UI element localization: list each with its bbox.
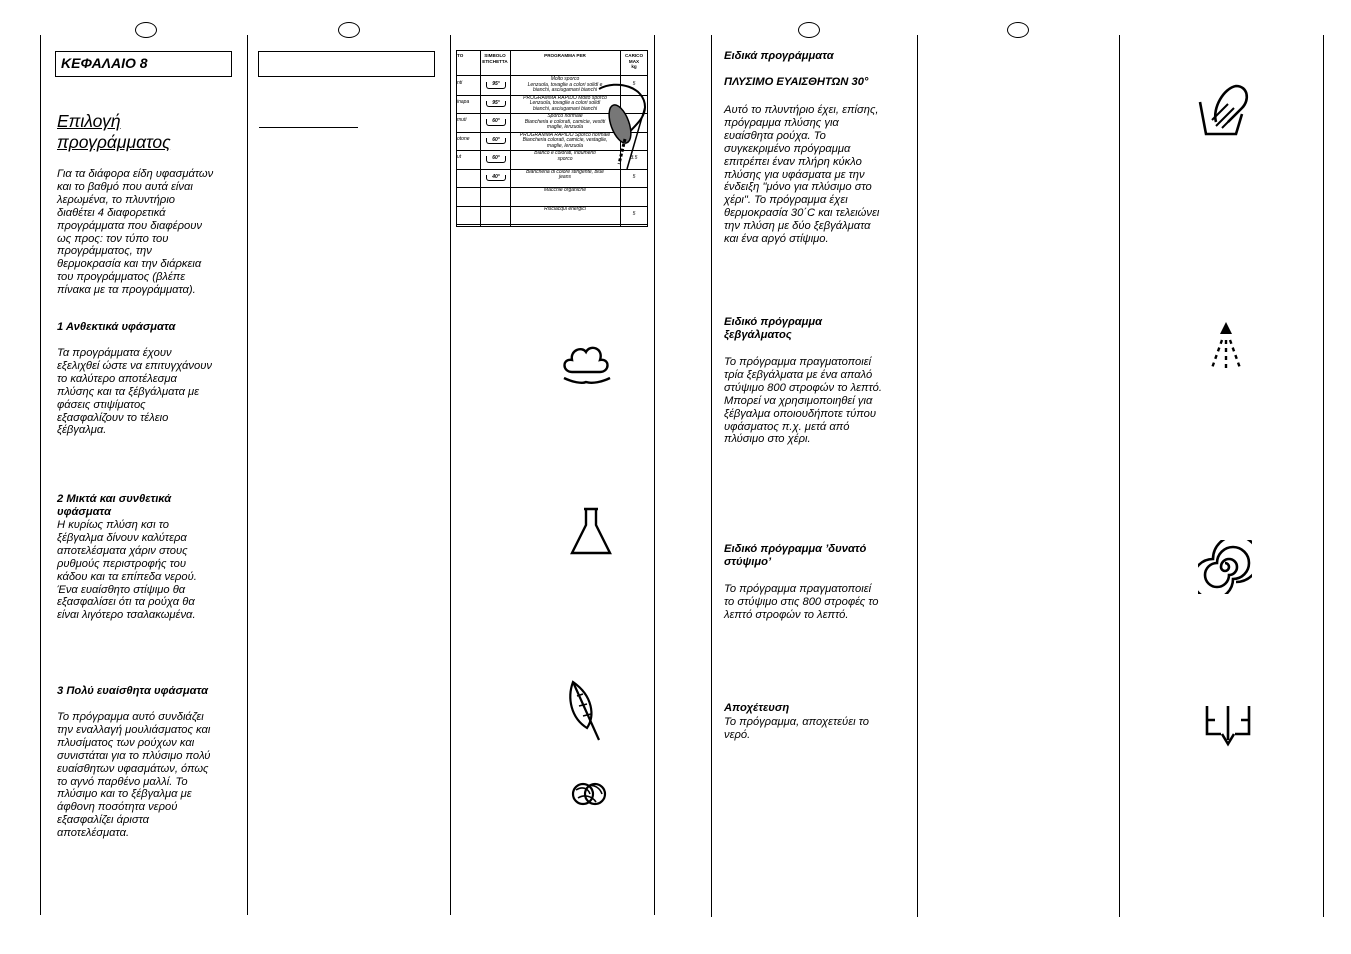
section-1-body: Τα προγράμματα έχουν εξελιχθεί ώστε να επιτυγχάνουν το καλύτερο αποτέλεσμα πλύσης και τα ξέβγάλματα με φάσεις στιψίματος εξασφαλίζουν το τέλειο ξέβγαλμα. xyxy=(57,347,212,437)
strong-spin-title: Ειδικό πρόγραμμα ’δυνατό στύψιμο’ xyxy=(724,543,867,568)
short-rule xyxy=(259,127,358,128)
rinse-program-body: Το πρόγραμμα πραγματοποιεί τρία ξεβγάλματα με ένα απαλό στύψιμο 800 στροφών το λεπτό. Μπορεί να χρησιμοποιηθεί για ξέβγαλμα οποιουδήποτε τύπου υφάσματος π.χ. μετά από πλύσιμο στο χέρι. xyxy=(724,356,883,446)
page-marker xyxy=(338,22,360,38)
table-left-fragment: TO xyxy=(457,53,464,58)
table-left-fragment: inapa xyxy=(457,98,470,105)
table-header-load: CARICO MAX kg xyxy=(624,53,644,70)
special-programs-title: Ειδικά προγράμματα xyxy=(724,50,834,62)
column-divider xyxy=(1323,35,1324,917)
strong-spin-body: Το πρόγραμμα πραγματοποιεί το στύψιμο στις 800 στροφές το λεπτό στροφών το λεπτό. xyxy=(724,583,879,621)
wash-temp-symbol: 40° xyxy=(486,175,506,182)
delicate-30-title: ΠΛΥΣΙΜΟ ΕΥΑΙΣΘΗΤΩΝ 30° xyxy=(724,76,869,88)
feather-icon xyxy=(565,678,605,749)
rinse-shower-icon xyxy=(1202,320,1250,379)
table-header-symbol: SIMBOLO ETICHETTA xyxy=(482,53,508,64)
intro-text: Για τα διάφορα είδη υφασμάτων και το βαθμό που αυτά είναι λερωμένα, το πλυντήριο διαθέτει 4 διαφορετικά προγράμματα που διαφέρουν ως προς: τον τύπο του προγράμματος, την θερμοκρασία και την διάρκεια του προγράμματος (βλέπε πίνακα με τα προγράμματα). xyxy=(57,168,214,297)
drain-title: Αποχέτευση xyxy=(724,702,790,714)
delicate-30-body: Αυτό το πλυντήριο έχει, επίσης, πρόγραμμα πλύσης για ευαίσθητα ρούχα. Το συγκεκριμένο πρόγραμμα επιτρέπει έναν πλήρη κύκλο πλύσης για υφάσματα με την ένδειξη "μόνο για πλύσιμο στο χέρι". Το πρόγραμμα έχει θερμοκρασία 30΄C και τελειώνει την πλύση με δύο ξεβγάλματα και ένα αργό στίψιμο. xyxy=(724,104,880,246)
page-title: Επιλογή προγράμματος xyxy=(57,111,171,152)
table-load-value: 5 xyxy=(632,81,636,87)
table-left-fragment: otone xyxy=(457,135,470,142)
empty-title-box xyxy=(258,51,435,77)
section-2-body: Η κυρίως πλύση κσι το ξέβγαλμα δίνουν καλύτερα αποτελέσματα χάριν στους ρυθμούς περιστροφής του κάδου και τα επίπεδα νερού. Ένα ευαίσθητο στίψιμο θα εξασφαλίσει ότι τα ρούχα θα είναι λιγότερο τσαλακωμένα. xyxy=(57,519,197,622)
wash-temp-symbol: 60° xyxy=(486,138,506,145)
table-program-text: Bianco e colorati, indumenti sporco xyxy=(534,150,596,162)
section-3-title: 3 Πολύ ευαίσθητα υφάσματα xyxy=(57,685,209,697)
page-marker xyxy=(1007,22,1029,38)
table-program-text: PROGRAMMA RAPIDO Molto sporco Lenzuola, tovaglie a colori solidi bianchi, asciugamani bianchi xyxy=(523,94,607,112)
section-1-title: 1 Ανθεκτικά υφάσματα xyxy=(57,321,176,333)
section-3-body: Το πρόγραμμα αυτό συνδιάζει την εναλλαγή μουλιάσματος και πλυσίματος των ρούχων και συνιστάται για το πλύσιμο πολύ ευαίσθητων υφασμάτων, όπως το αγνό παρθένο μαλλί. Το πλύσιμο και το ξέβγαλμα με άφθονη ποσότητα νερού εξασφαλίζει άριστα αποτελέσματα. xyxy=(57,711,211,840)
column-divider xyxy=(917,35,918,917)
wash-temp-symbol: 95° xyxy=(486,82,506,89)
table-header-program: PROGRAMMA PER xyxy=(544,53,586,58)
table-program-text: Biancheria di colore stingente, blue jeans xyxy=(526,168,604,181)
drain-body: Το πρόγραμμα, αποχετεύει το νερό. xyxy=(724,716,869,741)
rinse-program-title: Ειδικό πρόγραμμα ξεβγάλματος xyxy=(724,316,823,341)
table-load-value: 5 xyxy=(632,173,636,180)
column-divider xyxy=(1119,35,1120,917)
table-load-value: 3.5 xyxy=(630,155,638,161)
table-program-text: Sporco normale Biancheria e colorati, camicie, vestiti maglie, lenzuola xyxy=(524,113,606,131)
wool-icon xyxy=(570,778,608,817)
table-left-fragment: nti xyxy=(457,80,463,86)
program-table xyxy=(456,50,648,227)
cotton-cloud-icon xyxy=(558,338,614,395)
table-load-value: 5 xyxy=(632,210,636,217)
column-divider xyxy=(247,35,248,915)
chapter-label xyxy=(55,51,232,77)
spin-spiral-icon xyxy=(1198,540,1252,599)
column-divider xyxy=(450,35,451,915)
column-divider xyxy=(40,35,41,915)
wash-temp-symbol: 60° xyxy=(486,156,506,163)
chapter-label-text: ΚΕΦΑΛΑΙΟ 8 xyxy=(61,55,148,71)
flask-icon xyxy=(568,505,614,562)
table-overlay-figure xyxy=(597,79,649,179)
table-program-text: Molto sporco Lenzuola, tovaglie a colori solidi e bianchi, asciugamani bianchi xyxy=(527,76,603,94)
page-marker xyxy=(798,22,820,38)
table-program-text: Risciacqui energici xyxy=(544,205,586,212)
drain-icon xyxy=(1203,700,1253,753)
column-divider xyxy=(654,35,655,915)
table-program-text: Macchie organiche xyxy=(544,187,586,193)
table-col-divider xyxy=(480,51,481,226)
column-divider xyxy=(711,35,712,917)
table-left-fragment: ut xyxy=(457,154,462,160)
table-row xyxy=(457,224,647,225)
wash-temp-symbol: 95° xyxy=(486,101,506,108)
hand-wash-icon xyxy=(1194,82,1252,145)
wash-temp-symbol: 60° xyxy=(486,119,506,126)
section-2-title: 2 Μικτά και συνθετικά υφάσματα xyxy=(57,493,172,518)
table-program-text: PROGRAMMA RAPIDO Sporco normale Biancheria colorati, camicie, vestaglie, maglie, lenzuola xyxy=(519,131,611,149)
table-left-fragment: muti xyxy=(457,117,467,123)
page-marker xyxy=(135,22,157,38)
